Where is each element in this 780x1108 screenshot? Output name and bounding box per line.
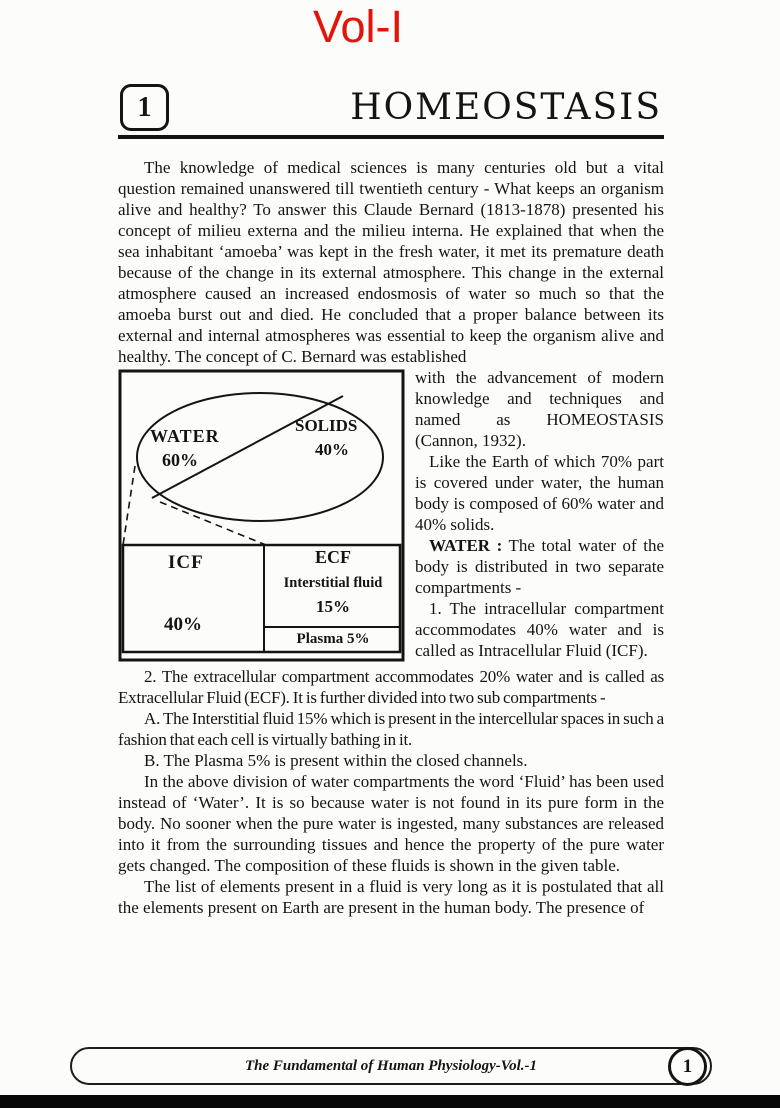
paragraph-extracellular: 2. The extracellular compartment accommodates 20% water and is called as Extracellular Fluid (ECF). It is further divided into two sub compartments -: [118, 667, 664, 707]
chapter-number: 1: [137, 91, 152, 123]
chapter-number-box: [120, 84, 169, 131]
zoom-dashed-line-right: [160, 502, 266, 545]
paragraph-intro: The knowledge of medical sciences is many centuries old but a vital question remained unanswered till twentieth century - What keeps an organism alive and healthy? To answer this Claude Bernard (1813-1878) presented his concept of milieu externa and the milieu interna. He explained that when the sea inhabitant ‘amoeba’ was kept in the fresh water, it met its premature death because of the change in its external atmosphere. This change in the external atmosphere caused an increased endosmosis of water so much so that the amoeba burst out and died. He concluded that a proper balance between its external and internal atmospheres was essential to keep the organism alive and healthy. The concept of C. Bernard was established: [118, 158, 664, 366]
scan-edge-strip: [0, 1095, 780, 1108]
footer-book-title: The Fundamental of Human Physiology-Vol.-1: [244, 1057, 538, 1074]
body-text: [118, 157, 664, 918]
paragraph-continuation: with the advancement of modern knowledge and techniques and named as HOMEOSTASIS (Cannon, 1932).: [415, 368, 664, 450]
zoom-dashed-line-left: [123, 466, 135, 545]
figure-icf-percent: 40%: [164, 614, 202, 635]
figure-water-label: WATER: [150, 426, 220, 446]
figure-icf-label: ICF: [168, 552, 204, 573]
figure-water-percent: 60%: [162, 450, 198, 470]
page-number-badge: [668, 1047, 707, 1086]
page-content: [118, 84, 664, 918]
water-heading-label: WATER :: [429, 536, 503, 555]
paragraph-fluid-explanation: In the above division of water compartments the word ‘Fluid’ has been used instead of ‘Water’. It is so because water is not found in its pure form in the body. No sooner when the pure water is ingested, many substances are released into it from the surrounding tissues and hence the property of the pure water gets changed. The composition of these fluids is shown in the given table.: [118, 772, 664, 875]
figure-solids-label: SOLIDS: [295, 416, 358, 435]
water-distribution-figure: [118, 369, 405, 662]
figure-plasma-label: Plasma 5%: [296, 631, 370, 647]
paragraph-interstitial: A. The Interstitial fluid 15% which is present in the intercellular spaces in such a fashion that each cell is virtually bathing in it.: [118, 709, 664, 749]
figure-ecf-label: ECF: [315, 547, 351, 567]
chapter-title: HOMEOSTASIS: [350, 87, 662, 128]
footer-title-pill: [70, 1047, 712, 1085]
water-solids-diagram: [118, 369, 405, 662]
figure-interstitial-percent: 15%: [316, 597, 350, 616]
title-rule: [118, 135, 664, 139]
figure-interstitial-label: Interstitial fluid: [283, 575, 383, 591]
figure-solids-percent: 40%: [315, 440, 349, 459]
page-number: 1: [682, 1055, 693, 1077]
paragraph-plasma: B. The Plasma 5% is present within the closed channels.: [144, 751, 528, 770]
paragraph-intracellular: 1. The intracellular compartment accommodates 40% water and is called as Intracellular Fluid (ICF).: [415, 599, 664, 660]
paragraph-earth-comparison: Like the Earth of which 70% part is covered under water, the human body is composed of 60% water and 40% solids.: [415, 452, 664, 534]
water-heading-text: The total water of the body is distributed in two separate compartments -: [415, 536, 665, 597]
chapter-header: [118, 84, 664, 139]
paragraph-elements: The list of elements present in a fluid is very long as it is postulated that all the elements present on Earth are present in the human body. The presence of: [118, 877, 664, 917]
volume-label: Vol-I: [312, 1, 404, 52]
